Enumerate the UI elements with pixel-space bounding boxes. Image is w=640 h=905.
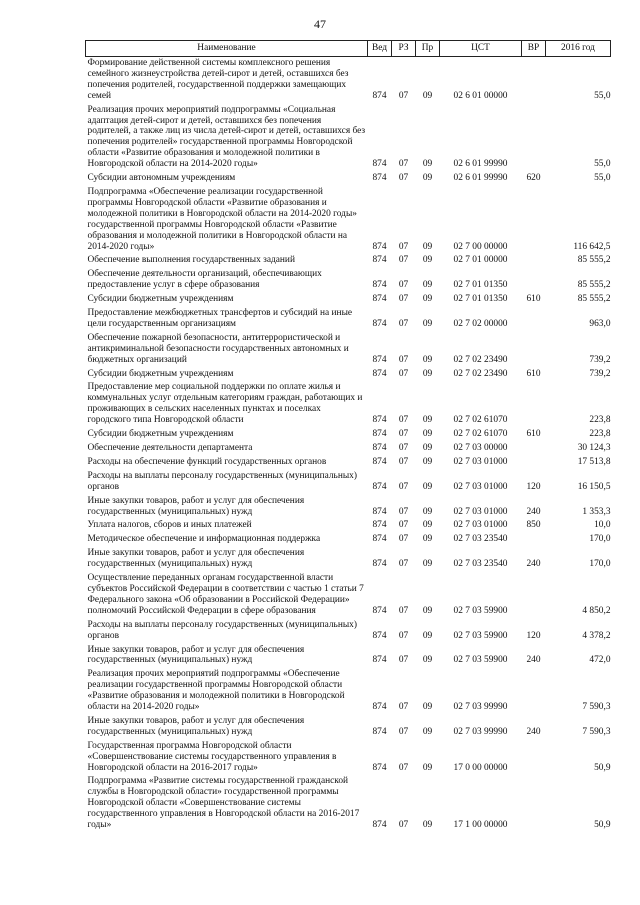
cell-pr: 09 xyxy=(422,159,433,170)
cell-name: Расходы на выплаты персоналу государственных (муниципальных) органов xyxy=(87,470,357,492)
cell-amount: 4 378,2 xyxy=(582,630,611,641)
cell-amount: 17 513,8 xyxy=(577,456,611,467)
cell-cst: 02 7 02 00000 xyxy=(453,318,508,329)
cell-rz: 07 xyxy=(398,159,409,170)
cell-cst: 02 7 03 23540 xyxy=(453,534,508,545)
table-row xyxy=(86,293,611,307)
cell-cst: 17 1 00 00000 xyxy=(453,820,508,831)
cell-pr: 09 xyxy=(422,655,433,666)
cell-vr xyxy=(522,456,546,470)
cell-ved: 874 xyxy=(372,456,387,467)
cell-vr: 850 xyxy=(526,520,541,531)
cell-rz: 07 xyxy=(398,294,409,305)
table-row xyxy=(86,186,611,254)
cell-cst: 02 7 03 59900 xyxy=(453,655,508,666)
cell-vr xyxy=(522,57,546,104)
cell-amount: 16 150,5 xyxy=(577,481,611,492)
cell-cst: 02 6 01 00000 xyxy=(453,90,508,101)
cell-rz: 07 xyxy=(398,318,409,329)
header-ved: Вед xyxy=(368,41,392,57)
table-row xyxy=(86,332,611,368)
cell-rz: 07 xyxy=(398,354,409,365)
cell-pr: 09 xyxy=(422,506,433,517)
table-row xyxy=(86,668,611,715)
table-row xyxy=(86,619,611,644)
header-rz: РЗ xyxy=(392,41,416,57)
cell-amount: 7 590,3 xyxy=(582,726,611,737)
table-row xyxy=(86,547,611,572)
budget-table xyxy=(85,40,611,833)
cell-pr: 09 xyxy=(422,534,433,545)
cell-amount: 55,0 xyxy=(594,90,611,101)
cell-pr: 09 xyxy=(422,630,433,641)
table-row xyxy=(86,715,611,740)
cell-ved: 874 xyxy=(372,429,387,440)
cell-amount: 116 642,5 xyxy=(573,241,611,252)
cell-ved: 874 xyxy=(372,415,387,426)
cell-cst: 02 6 01 99990 xyxy=(453,173,508,184)
cell-ved: 874 xyxy=(372,294,387,305)
cell-vr xyxy=(522,442,546,456)
cell-name: Осуществление переданных органам государственной власти субъектов Российской Федерации в соответствии с частью 1 статьи 7 Федерального закона «Об образовании в Российской Федерации» полномочий Российской Федерации в сфере образования xyxy=(87,573,364,616)
cell-pr: 09 xyxy=(422,368,433,379)
cell-name: Обеспечение деятельности департамента xyxy=(87,443,253,453)
header-vr: ВР xyxy=(522,41,546,57)
cell-name: Предоставление межбюджетных трансфертов и субсидий на иные цели государственным организациям xyxy=(87,308,353,329)
cell-ved: 874 xyxy=(372,354,387,365)
cell-vr xyxy=(522,381,546,428)
cell-ved: 874 xyxy=(372,173,387,184)
cell-vr xyxy=(522,104,546,172)
table-row xyxy=(86,775,611,833)
cell-cst: 02 7 01 00000 xyxy=(453,255,508,266)
cell-vr xyxy=(522,668,546,715)
table-row xyxy=(86,172,611,186)
cell-cst: 02 7 03 01000 xyxy=(453,506,508,517)
cell-ved: 874 xyxy=(372,726,387,737)
cell-ved: 874 xyxy=(372,90,387,101)
cell-rz: 07 xyxy=(398,90,409,101)
cell-rz: 07 xyxy=(398,820,409,831)
cell-vr xyxy=(522,307,546,332)
header-pr: Пр xyxy=(416,41,440,57)
cell-cst: 02 7 03 23540 xyxy=(453,559,508,570)
cell-name: Методическое обеспечение и информационная поддержка xyxy=(87,534,321,545)
cell-ved: 874 xyxy=(372,443,387,453)
cell-rz: 07 xyxy=(398,520,409,531)
cell-amount: 223,8 xyxy=(589,415,611,426)
cell-name: Обеспечение деятельности организаций, обеспечивающих предоставление услуг в сфере образования xyxy=(87,269,322,291)
cell-cst: 02 7 02 23490 xyxy=(453,354,508,365)
cell-ved: 874 xyxy=(372,605,387,616)
page-number: 47 xyxy=(314,17,326,31)
cell-name: Подпрограмма «Развитие системы государственной гражданской службы в Новгородской области» государственной программы Новгородской области «Совершенствование системы государственного управления в Новгородской области на 2016-2017 годы» xyxy=(87,776,360,831)
cell-cst: 02 7 03 99990 xyxy=(453,726,508,737)
cell-name: Формирование действенной системы комплексного решения семейного жизнеустройства детей-сирот и детей, оставшихся без попечения родителей, государственной поддержки замещающих семей xyxy=(87,58,349,101)
cell-ved: 874 xyxy=(372,280,387,291)
cell-ved: 874 xyxy=(372,255,387,266)
cell-rz: 07 xyxy=(398,506,409,517)
cell-rz: 07 xyxy=(398,630,409,641)
cell-rz: 07 xyxy=(398,655,409,666)
cell-vr xyxy=(522,186,546,254)
cell-rz: 07 xyxy=(398,443,409,453)
cell-pr: 09 xyxy=(422,762,433,773)
cell-ved: 874 xyxy=(372,159,387,170)
table-row xyxy=(86,644,611,669)
cell-pr: 09 xyxy=(422,241,433,252)
cell-pr: 09 xyxy=(422,481,433,492)
cell-name: Субсидии бюджетным учреждениям xyxy=(87,368,234,379)
cell-cst: 02 7 00 00000 xyxy=(453,241,508,252)
table-row xyxy=(86,381,611,428)
cell-pr: 09 xyxy=(422,429,433,440)
cell-ved: 874 xyxy=(372,368,387,379)
cell-cst: 02 7 03 01000 xyxy=(453,520,508,531)
cell-pr: 09 xyxy=(422,456,433,467)
table-row xyxy=(86,428,611,442)
cell-amount: 55,0 xyxy=(594,173,611,184)
cell-amount: 739,2 xyxy=(589,354,611,365)
cell-rz: 07 xyxy=(398,559,409,570)
table-row xyxy=(86,495,611,520)
cell-vr: 120 xyxy=(526,630,541,641)
cell-cst: 02 7 02 61070 xyxy=(453,429,508,440)
table-row xyxy=(86,470,611,495)
cell-name: Расходы на обеспечение функций государственных органов xyxy=(87,456,327,467)
table-header-row xyxy=(86,41,611,57)
cell-amount: 30 124,3 xyxy=(577,443,611,453)
cell-rz: 07 xyxy=(398,415,409,426)
cell-ved: 874 xyxy=(372,534,387,545)
cell-rz: 07 xyxy=(398,702,409,713)
cell-ved: 874 xyxy=(372,655,387,666)
cell-pr: 09 xyxy=(422,702,433,713)
cell-vr xyxy=(522,533,546,547)
cell-cst: 02 6 01 99990 xyxy=(453,159,508,170)
cell-amount: 472,0 xyxy=(589,655,611,666)
cell-vr xyxy=(522,775,546,833)
cell-vr: 610 xyxy=(526,429,541,440)
cell-cst: 02 7 03 59900 xyxy=(453,630,508,641)
cell-cst: 17 0 00 00000 xyxy=(453,762,508,773)
cell-amount: 85 555,2 xyxy=(577,255,611,266)
cell-rz: 07 xyxy=(398,429,409,440)
cell-amount: 50,9 xyxy=(594,762,611,773)
cell-cst: 02 7 01 01350 xyxy=(453,280,508,291)
cell-pr: 09 xyxy=(422,726,433,737)
cell-pr: 09 xyxy=(422,820,433,831)
cell-pr: 09 xyxy=(422,415,433,426)
cell-name: Субсидии автономным учреждениям xyxy=(87,173,236,184)
cell-cst: 02 7 03 99990 xyxy=(453,702,508,713)
table-row xyxy=(86,104,611,172)
table-row xyxy=(86,254,611,268)
cell-rz: 07 xyxy=(398,173,409,184)
cell-amount: 55,0 xyxy=(594,159,611,170)
cell-amount: 223,8 xyxy=(589,429,611,440)
cell-amount: 170,0 xyxy=(589,534,611,545)
cell-name: Государственная программа Новгородской области «Совершенствование системы государственного управления в Новгородской области на 2016-2017 годы» xyxy=(87,740,337,773)
cell-pr: 09 xyxy=(422,90,433,101)
cell-vr: 620 xyxy=(526,173,541,184)
cell-vr: 240 xyxy=(526,726,541,737)
cell-amount: 1 353,3 xyxy=(582,506,611,517)
cell-pr: 09 xyxy=(422,173,433,184)
cell-name: Обеспечение выполнения государственных заданий xyxy=(87,255,295,266)
cell-amount: 85 555,2 xyxy=(577,280,611,291)
cell-name: Реализация прочих мероприятий подпрограммы «Социальная адаптация детей-сирот и детей, оставшихся без попечения родителей, а также лиц из числа детей-сирот и детей, оставшихся без попечения родителей» государственной программы Новгородской области «Развитие образования и молодежной политики в Новгородской области на 2014-2020 годы» xyxy=(87,104,366,170)
table-body xyxy=(86,57,611,834)
cell-name: Иные закупки товаров, работ и услуг для обеспечения государственных (муниципальных) нужд xyxy=(87,495,305,517)
table-row xyxy=(86,572,611,619)
cell-ved: 874 xyxy=(372,559,387,570)
cell-cst: 02 7 03 01000 xyxy=(453,456,508,467)
cell-cst: 02 7 03 59900 xyxy=(453,605,508,616)
cell-vr: 240 xyxy=(526,559,541,570)
cell-rz: 07 xyxy=(398,534,409,545)
cell-name: Реализация прочих мероприятий подпрограммы «Обеспечение реализации государственной программы Новгородской области «Развитие образования и молодежной политики в Новгородской области на 2014-2020 годы» xyxy=(87,669,345,713)
cell-ved: 874 xyxy=(372,630,387,641)
table-row xyxy=(86,442,611,456)
cell-amount: 739,2 xyxy=(589,368,611,379)
table-row xyxy=(86,368,611,382)
cell-name: Иные закупки товаров, работ и услуг для обеспечения государственных (муниципальных) нужд xyxy=(87,644,305,666)
cell-vr xyxy=(522,572,546,619)
cell-name: Уплата налогов, сборов и иных платежей xyxy=(87,520,252,531)
cell-amount: 7 590,3 xyxy=(582,702,611,713)
cell-amount: 170,0 xyxy=(589,559,611,570)
cell-ved: 874 xyxy=(372,481,387,492)
cell-pr: 09 xyxy=(422,354,433,365)
cell-cst: 02 7 01 01350 xyxy=(453,294,508,305)
cell-vr xyxy=(522,332,546,368)
cell-cst: 02 7 02 61070 xyxy=(453,415,508,426)
cell-rz: 07 xyxy=(398,605,409,616)
cell-vr: 120 xyxy=(526,481,541,492)
cell-rz: 07 xyxy=(398,255,409,266)
cell-ved: 874 xyxy=(372,820,387,831)
table-row xyxy=(86,740,611,776)
table-row xyxy=(86,268,611,293)
cell-cst: 02 7 03 01000 xyxy=(453,481,508,492)
cell-ved: 874 xyxy=(372,506,387,517)
cell-name: Иные закупки товаров, работ и услуг для обеспечения государственных (муниципальных) нужд xyxy=(87,715,305,737)
cell-rz: 07 xyxy=(398,726,409,737)
cell-pr: 09 xyxy=(422,605,433,616)
table-row xyxy=(86,57,611,104)
cell-vr xyxy=(522,254,546,268)
cell-name: Обеспечение пожарной безопасности, антитеррористической и антикриминальной безопасности государственных автономных и бюджетных организаций xyxy=(87,332,349,365)
cell-amount: 85 555,2 xyxy=(577,294,611,305)
cell-rz: 07 xyxy=(398,762,409,773)
cell-name: Подпрограмма «Обеспечение реализации государственной программы Новгородской области «Развитие образования и молодежной политики в Новгородской области на 2014-2020 годы» государственной программы Новгородской области «Развитие образования и молодежной политики в Новгородской области на 2014-2020 годы» xyxy=(87,186,357,252)
header-cst: ЦСТ xyxy=(440,41,522,57)
header-name: Наименование xyxy=(86,41,368,57)
cell-ved: 874 xyxy=(372,762,387,773)
cell-cst: 02 7 03 00000 xyxy=(453,443,508,453)
cell-rz: 07 xyxy=(398,456,409,467)
cell-amount: 50,9 xyxy=(594,820,611,831)
cell-pr: 09 xyxy=(422,280,433,291)
cell-pr: 09 xyxy=(422,255,433,266)
header-year: 2016 год xyxy=(546,41,611,57)
table-row xyxy=(86,456,611,470)
cell-vr xyxy=(522,268,546,293)
cell-name: Расходы на выплаты персоналу государственных (муниципальных) органов xyxy=(87,619,357,641)
cell-name: Иные закупки товаров, работ и услуг для обеспечения государственных (муниципальных) нужд xyxy=(87,548,305,570)
cell-pr: 09 xyxy=(422,318,433,329)
cell-pr: 09 xyxy=(422,559,433,570)
table-row xyxy=(86,519,611,533)
cell-amount: 10,0 xyxy=(594,520,611,531)
cell-ved: 874 xyxy=(372,520,387,531)
cell-rz: 07 xyxy=(398,481,409,492)
cell-vr: 610 xyxy=(526,294,541,305)
cell-rz: 07 xyxy=(398,368,409,379)
cell-amount: 4 850,2 xyxy=(582,605,611,616)
cell-vr: 240 xyxy=(526,655,541,666)
cell-name: Субсидии бюджетным учреждениям xyxy=(87,294,234,305)
cell-vr: 240 xyxy=(526,506,541,517)
cell-pr: 09 xyxy=(422,443,433,453)
table-row xyxy=(86,307,611,332)
cell-cst: 02 7 02 23490 xyxy=(453,368,508,379)
cell-rz: 07 xyxy=(398,280,409,291)
cell-rz: 07 xyxy=(398,241,409,252)
cell-pr: 09 xyxy=(422,520,433,531)
cell-pr: 09 xyxy=(422,294,433,305)
cell-amount: 963,0 xyxy=(589,318,611,329)
cell-ved: 874 xyxy=(372,318,387,329)
cell-name: Предоставление мер социальной поддержки по оплате жилья и коммунальных услуг отдельным категориям граждан, работающих и проживающих в сельских населенных пунктах и поселках городского типа Новгородской области xyxy=(87,382,363,426)
cell-vr: 610 xyxy=(526,368,541,379)
cell-ved: 874 xyxy=(372,702,387,713)
table-row xyxy=(86,533,611,547)
cell-name: Субсидии бюджетным учреждениям xyxy=(87,429,234,440)
cell-ved: 874 xyxy=(372,241,387,252)
cell-vr xyxy=(522,740,546,776)
